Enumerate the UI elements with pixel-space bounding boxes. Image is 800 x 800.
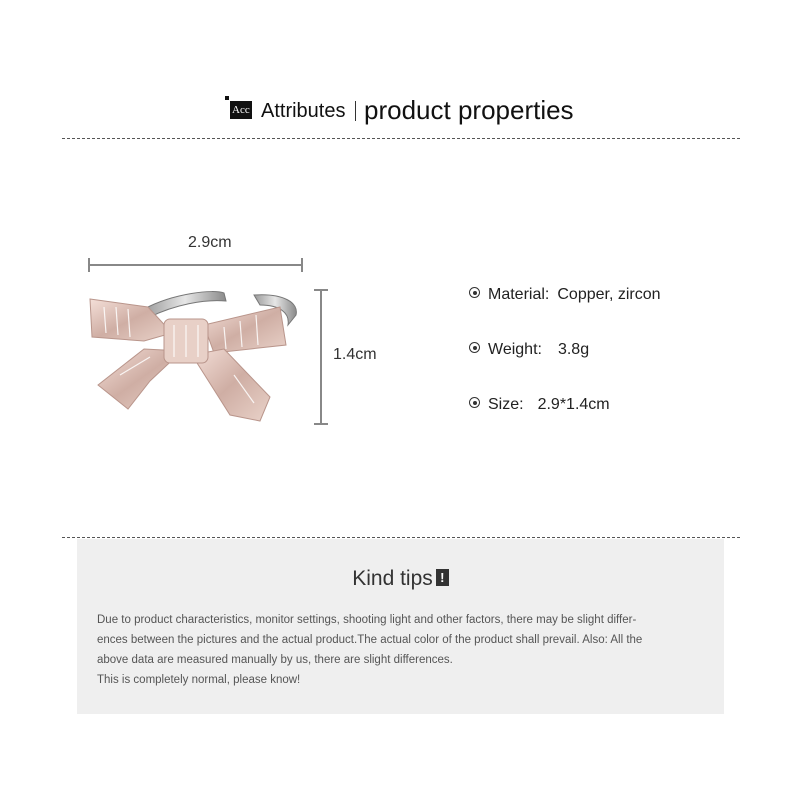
- attributes-label: Attributes: [261, 100, 346, 122]
- kind-tips-box: [77, 539, 724, 714]
- dashed-divider-top: [62, 138, 740, 139]
- header-dot: [225, 96, 229, 100]
- tips-line: above data are measured manually by us, there are slight differences.: [97, 654, 453, 666]
- tips-line: Due to product characteristics, monitor settings, shooting light and other factors, there may be slight differ-: [97, 614, 637, 626]
- height-dimension-cap-bottom: [314, 423, 328, 425]
- spec-label: Material:: [488, 286, 550, 303]
- spec-value: 3.8g: [557, 341, 590, 358]
- kind-tips-title-text: Kind tips: [352, 567, 433, 590]
- spec-value: Copper, zircon: [557, 286, 661, 303]
- acc-tag: Acc: [230, 101, 252, 119]
- width-dimension-label: 2.9cm: [188, 234, 232, 251]
- kind-tips-title: [77, 567, 724, 591]
- bullet-icon: [469, 397, 480, 408]
- spec-weight: [469, 339, 589, 361]
- bullet-icon: [469, 342, 480, 353]
- spec-size: [469, 394, 610, 416]
- exclamation-icon: !: [436, 569, 449, 586]
- height-dimension-cap-top: [314, 289, 328, 291]
- spec-value: 2.9*1.4cm: [537, 396, 610, 413]
- height-dimension-label: 1.4cm: [333, 346, 377, 363]
- width-dimension-cap-right: [301, 258, 303, 272]
- spec-material: [469, 284, 661, 306]
- spec-label: Weight:: [488, 341, 542, 358]
- page-title: product properties: [364, 95, 574, 125]
- width-dimension-cap-left: [88, 258, 90, 272]
- bullet-icon: [469, 287, 480, 298]
- bow-ring-image: [84, 285, 306, 425]
- height-dimension-line: [320, 290, 322, 425]
- section-header: [0, 92, 800, 132]
- header-divider: [355, 101, 356, 121]
- width-dimension-line: [88, 264, 303, 266]
- spec-label: Size:: [488, 396, 524, 413]
- tips-line: This is completely normal, please know!: [97, 674, 301, 686]
- dashed-divider-bottom: [62, 537, 740, 538]
- tips-line: ences between the pictures and the actual product.The actual color of the product shall prevail. Also: All the: [97, 634, 643, 646]
